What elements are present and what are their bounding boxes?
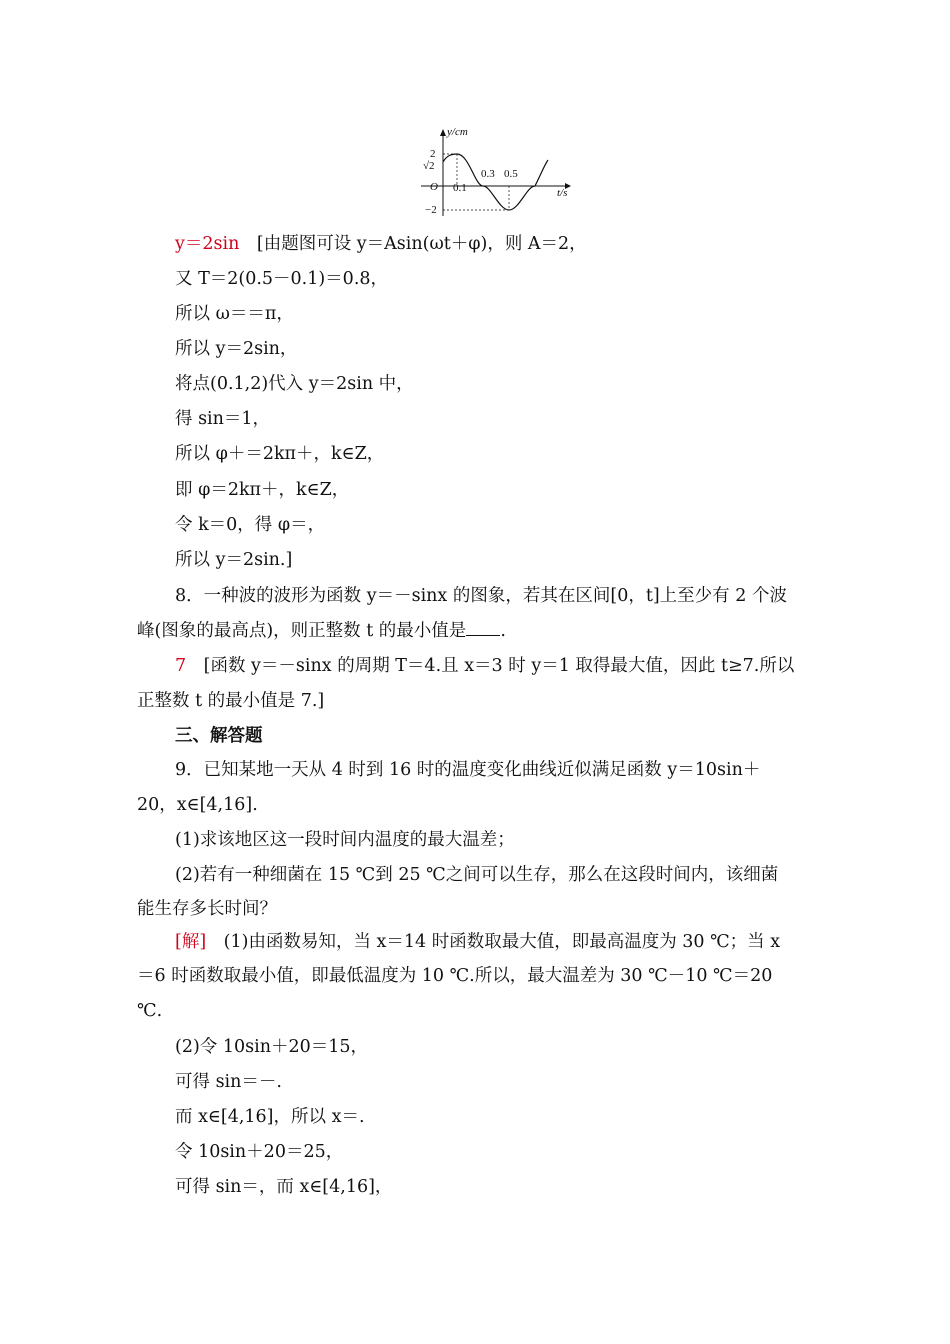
q8-text: 峰(图象的最高点)，则正整数 t 的最小值是 xyxy=(137,621,467,641)
q9-solution-line-8: 可得 sin＝，而 x∈[4,16]， xyxy=(175,1177,393,1197)
y-axis-label: y/cm xyxy=(447,126,468,138)
x-axis-label: t/s xyxy=(557,187,568,199)
q7-line-10: 所以 y＝2sin.] xyxy=(175,550,293,570)
q8-answer: 7 xyxy=(175,656,187,676)
q7-line-7: 所以 φ＋＝2kπ＋，k∈Z， xyxy=(175,444,385,464)
q8-line-2 xyxy=(137,619,817,643)
q9-solution-line-4: (2)令 10sin＋20＝15， xyxy=(175,1037,369,1057)
q9-line-2: 20，x∈[4,16]. xyxy=(137,795,258,815)
q7-line-8: 即 φ＝2kπ＋，k∈Z， xyxy=(175,480,350,500)
q7-line-2: 又 T＝2(0.5－0.1)＝0.8， xyxy=(175,269,389,289)
q8-answer-line-2: 正整数 t 的最小值是 7.] xyxy=(137,691,325,711)
section-heading: 三、解答题 xyxy=(175,726,263,746)
q7-line-6: 得 sin＝1， xyxy=(175,409,271,429)
q7-line-5: 将点(0.1,2)代入 y＝2sin 中， xyxy=(175,374,414,394)
y-axis-arrow xyxy=(440,129,446,136)
answer-blank xyxy=(466,619,500,636)
tick-label-sqrt2: √2 xyxy=(423,160,435,172)
q9-solution-line-5: 可得 sin＝－. xyxy=(175,1072,282,1092)
tick-label-2: 2 xyxy=(430,148,436,160)
q8-line-1: 8．一种波的波形为函数 y＝－sinx 的图象，若其在区间[0，t]上至少有 2 个波 xyxy=(175,586,787,606)
origin-label: O xyxy=(430,181,438,193)
q9-solution-line-1 xyxy=(175,930,855,954)
tick-label-neg2: −2 xyxy=(425,204,437,216)
q7-line-4: 所以 y＝2sin， xyxy=(175,339,298,359)
q9-line-5: 能生存多长时间？ xyxy=(137,899,277,919)
q8-answer-line xyxy=(175,654,855,678)
q9-solution-line-7: 令 10sin＋20＝25， xyxy=(175,1142,344,1162)
q9-solution-line-2: ＝6 时函数取最小值，即最低温度为 10 ℃.所以，最大温差为 30 ℃－10 ℃＝20 xyxy=(137,966,773,986)
tick-label-05: 0.5 xyxy=(504,168,518,180)
q7-answer-line xyxy=(175,232,855,256)
tick-label-03: 0.3 xyxy=(481,168,495,180)
q9-solution-line-6: 而 x∈[4,16]，所以 x＝. xyxy=(175,1107,365,1127)
q7-answer: y＝2sin xyxy=(175,234,240,254)
q9-solution-line-3: ℃. xyxy=(137,1001,163,1021)
sine-wave-graph xyxy=(415,124,575,220)
q8-explanation: [函数 y＝－sinx 的周期 T＝4.且 x＝3 时 y＝1 取得最大值，因此 t≥7.所以 xyxy=(186,656,795,676)
solution-tag: [解] xyxy=(175,932,207,952)
q9-line-1: 9．已知某地一天从 4 时到 16 时的温度变化曲线近似满足函数 y＝10sin＋ xyxy=(175,760,761,780)
q7-line-9: 令 k＝0，得 φ＝， xyxy=(175,515,326,535)
q9-line-3: (1)求该地区这一段时间内温度的最大温差； xyxy=(175,830,515,850)
tick-label-01: 0.1 xyxy=(453,182,467,194)
q7-line-3: 所以 ω＝＝π， xyxy=(175,304,294,324)
q9-line-4: (2)若有一种细菌在 15 ℃到 25 ℃之间可以生存，那么在这段时间内，该细菌 xyxy=(175,865,779,885)
q8-end: . xyxy=(500,621,506,641)
q7-text: [由题图可设 y＝Asin(ωt＋φ)，则 A＝2， xyxy=(239,234,587,254)
solution-text: (1)由函数易知，当 x＝14 时函数取最大值，即最高温度为 30 ℃；当 x xyxy=(206,932,781,952)
